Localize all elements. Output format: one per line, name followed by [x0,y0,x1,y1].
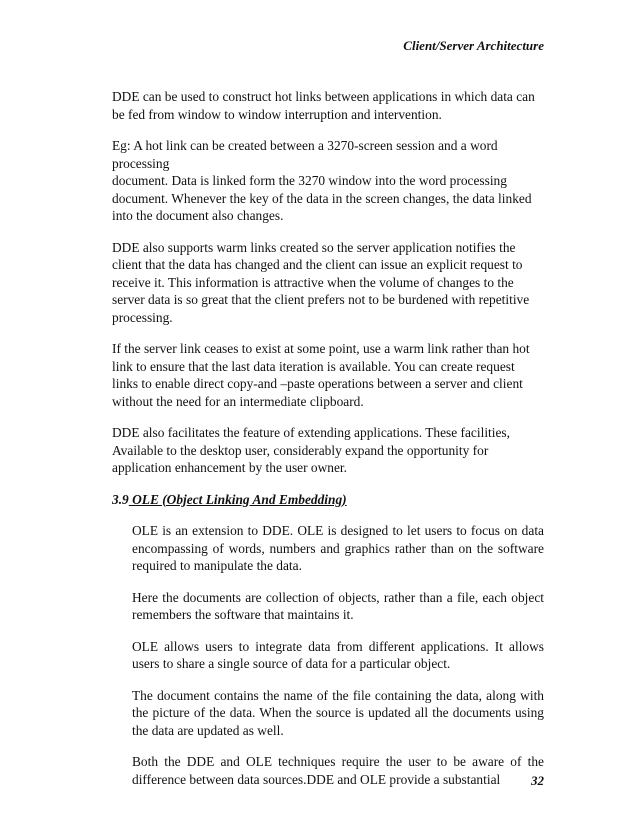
paragraph-request-links: If the server link ceases to exist at some point, use a warm link rather than hot link to ensure that the last data iteration is available. You can create request links to enable direct copy-and –paste operations between a server and client without the need for an intermediate clipboard. [112,341,530,409]
paragraph-ole-extension: OLE is an extension to DDE. OLE is designed to let users to focus on data encompassing of words, numbers and graphics rather than on the software required to manipulate the data. [132,523,544,573]
ole-section-body [112,522,544,788]
running-header: Client/Server Architecture [403,38,544,53]
section-title: OLE (Object Linking And Embedding) [128,491,347,507]
paragraph-ole-dde-comparison: Both the DDE and OLE techniques require the user to be aware of the difference between data sources.DDE and OLE provide a substantial [132,754,544,787]
paragraph-hot-link-example: Eg: A hot link can be created between a 3270-screen session and a word processing document. Data is linked form the 3270 window into the word processing document. Whenever the key of the data in the screen changes, the data linked into the document also changes. [112,138,532,223]
page-body [112,88,544,802]
paragraph-hot-links: DDE can be used to construct hot links between applications in which data can be fed from window to window interruption and intervention. [112,89,535,122]
paragraph-ole-integrate: OLE allows users to integrate data from different applications. It allows users to share a single source of data for a particular object. [132,638,544,671]
page-number: 32 [531,773,544,788]
paragraph-extending-applications: DDE also facilitates the feature of extending applications. These facilities, Available to the desktop user, considerably expand the opportunity for application enhancement by the user owner. [112,425,510,475]
paragraph-warm-links: DDE also supports warm links created so the server application notifies the client that the data has changed and the client can issue an explicit request to receive it. This information is attractive when the volume of changes to the server data is so great that the client prefers not to be burdened with repetitive processing. [112,239,530,325]
section-number: 3.9 [112,491,129,507]
paragraph-ole-objects: Here the documents are collection of objects, rather than a file, each object remembers the software that maintains it. [132,589,544,622]
section-heading [112,491,544,509]
paragraph-ole-document: The document contains the name of the file containing the data, along with the picture of the data. When the source is updated all the documents using the data are updated as well. [132,687,544,738]
